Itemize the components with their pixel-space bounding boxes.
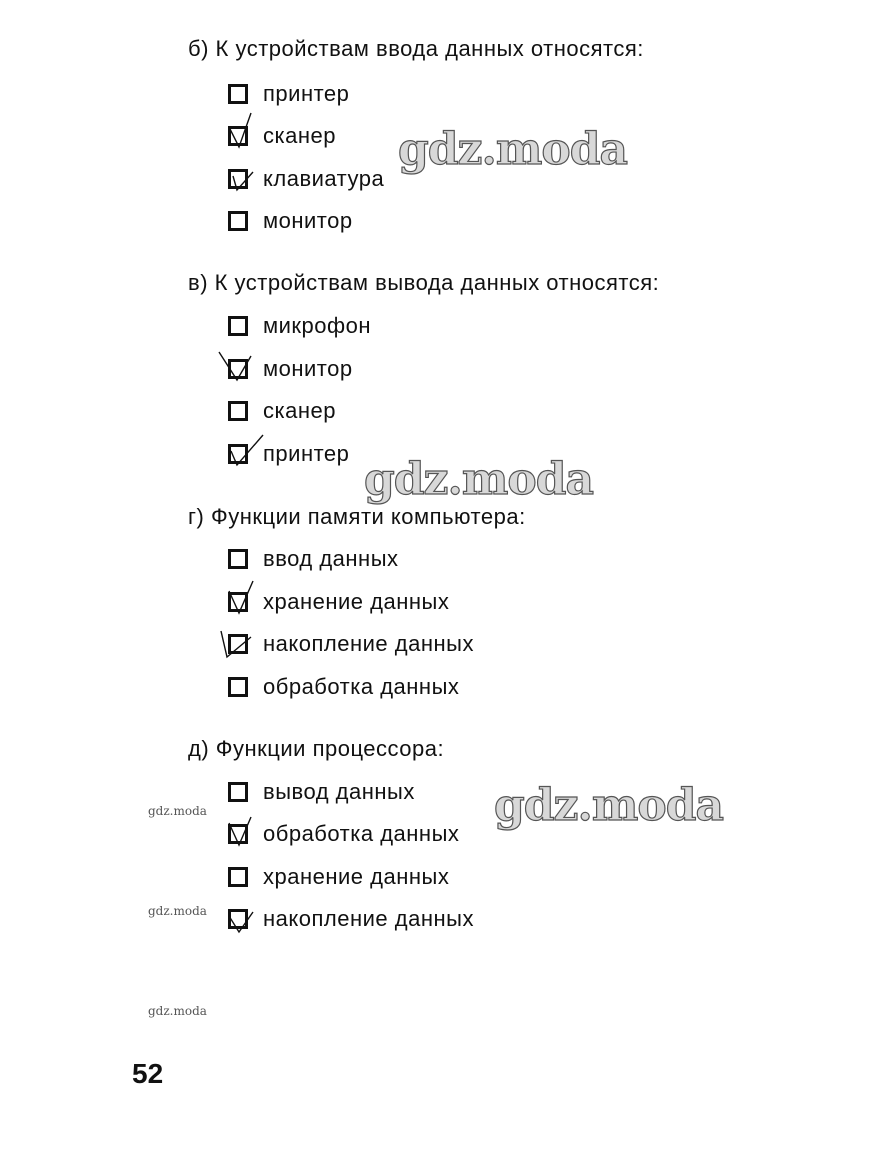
option-label: хранение данных (263, 864, 450, 889)
checkbox[interactable] (228, 782, 248, 802)
option-v-microphone[interactable] (228, 311, 371, 341)
option-label: монитор (263, 356, 353, 381)
option-b-monitor[interactable] (228, 206, 353, 236)
option-b-keyboard[interactable] (228, 164, 384, 194)
question-g-title: г) Функции памяти компьютера: (188, 504, 526, 529)
option-label: обработка данных (263, 821, 460, 846)
option-b-scanner[interactable] (228, 121, 336, 151)
checkmark-icon (217, 575, 263, 623)
watermark-small-2: gdz.moda (148, 904, 207, 918)
checkmark-icon (217, 427, 263, 475)
checkbox[interactable] (228, 677, 248, 697)
option-label: монитор (263, 208, 353, 233)
checkbox[interactable] (228, 549, 248, 569)
option-g-accumulation[interactable] (228, 629, 474, 659)
option-label: накопление данных (263, 906, 474, 931)
option-g-input[interactable] (228, 544, 399, 574)
option-b-printer[interactable] (228, 79, 349, 109)
watermark-3: gdz.moda (494, 780, 724, 831)
option-g-storage[interactable] (228, 587, 449, 617)
checkmark-icon (217, 807, 263, 855)
checkbox-checked[interactable] (228, 592, 248, 612)
checkbox-checked[interactable] (228, 359, 248, 379)
checkbox-checked[interactable] (228, 634, 248, 654)
option-label: хранение данных (263, 589, 450, 614)
option-d-output[interactable] (228, 777, 415, 807)
checkmark-icon (217, 109, 263, 157)
question-b-title: б) К устройствам ввода данных относятся: (188, 36, 644, 61)
page-number: 52 (132, 1058, 164, 1089)
option-label: обработка данных (263, 674, 460, 699)
question-v-title: в) К устройствам вывода данных относятся: (188, 270, 660, 295)
option-v-monitor[interactable] (228, 354, 353, 384)
option-label: клавиатура (263, 166, 385, 191)
checkbox-checked[interactable] (228, 909, 248, 929)
checkbox-checked[interactable] (228, 169, 248, 189)
option-v-printer[interactable] (228, 439, 349, 469)
checkbox[interactable] (228, 316, 248, 336)
option-d-accumulation[interactable] (228, 904, 474, 934)
checkbox[interactable] (228, 401, 248, 421)
option-label: сканер (263, 123, 336, 148)
option-g-processing[interactable] (228, 672, 459, 702)
option-label: вывод данных (263, 779, 415, 804)
option-label: микрофон (263, 313, 371, 338)
checkbox[interactable] (228, 84, 248, 104)
checkbox-checked[interactable] (228, 126, 248, 146)
option-v-scanner[interactable] (228, 396, 336, 426)
option-label: принтер (263, 441, 350, 466)
question-d-title: д) Функции процессора: (188, 736, 445, 761)
option-d-storage[interactable] (228, 862, 449, 892)
option-label: накопление данных (263, 631, 474, 656)
option-d-processing[interactable] (228, 819, 459, 849)
option-label: сканер (263, 398, 336, 423)
checkmark-icon (217, 152, 263, 200)
watermark-1: gdz.moda (398, 124, 628, 175)
watermark-2: gdz.moda (364, 454, 594, 505)
checkmark-icon (217, 617, 263, 665)
watermark-small-1: gdz.moda (148, 804, 207, 818)
checkbox[interactable] (228, 211, 248, 231)
option-label: ввод данных (263, 546, 399, 571)
checkbox-checked[interactable] (228, 444, 248, 464)
checkmark-icon (217, 342, 263, 390)
checkmark-icon (217, 892, 263, 940)
checkbox-checked[interactable] (228, 824, 248, 844)
option-label: принтер (263, 81, 350, 106)
watermark-small-3: gdz.moda (148, 1004, 207, 1018)
checkbox[interactable] (228, 867, 248, 887)
